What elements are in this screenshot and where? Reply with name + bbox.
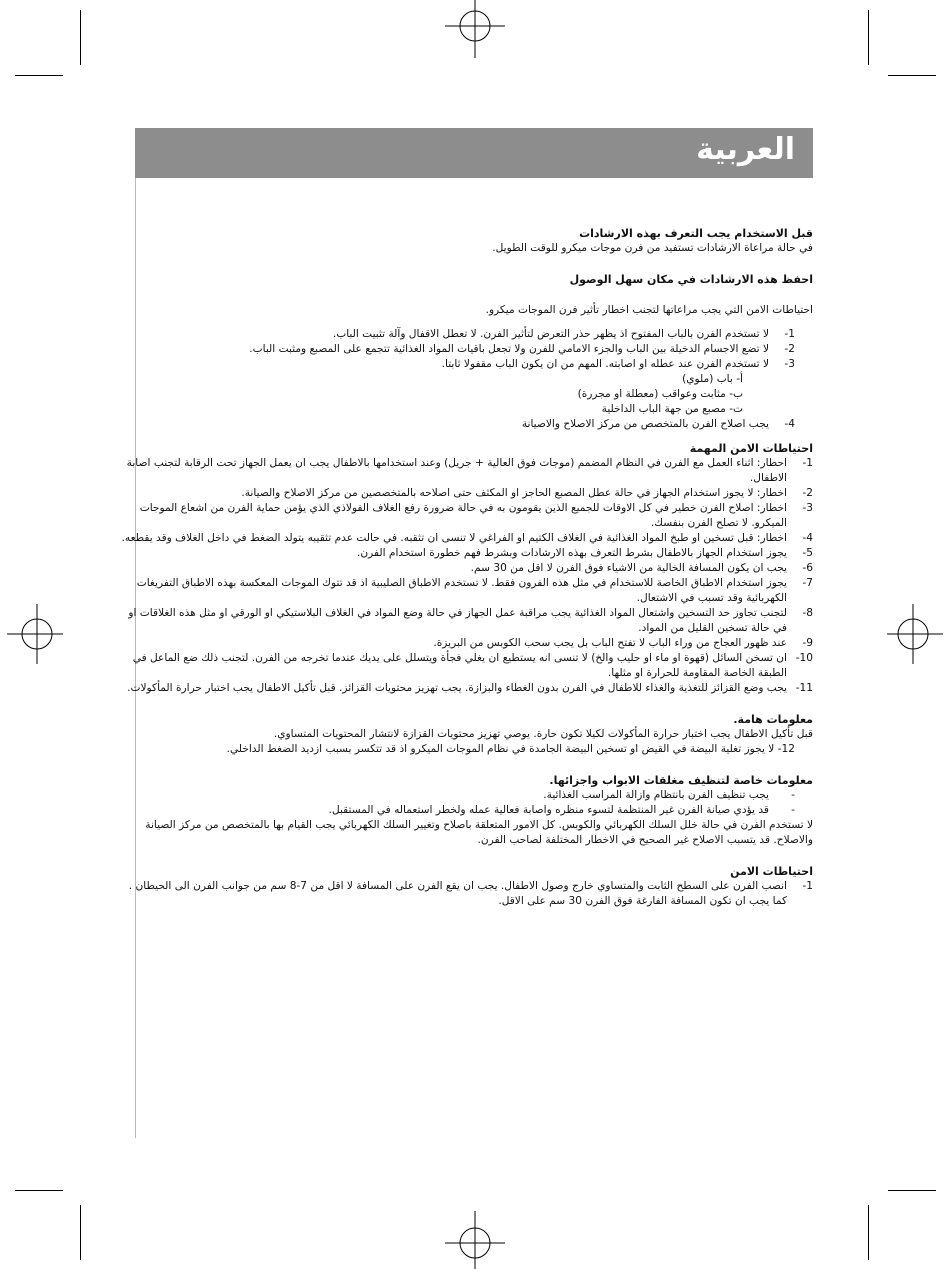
- list-item: 2- اخطار: لا يجوز استخدام الجهاز في حالة عطل المصبع الحاجز او المكثف حتى اصلاحه بالمتخصصين من مركز الاصلاح والصيانة.: [241, 487, 813, 499]
- registration-mark-icon: [445, 0, 505, 60]
- list-item: 4- يجب اصلاح الفرن بالمتخصص من مركز الاصلاح والاصيانة: [521, 418, 795, 430]
- list-item: 1- لا تستخدم الفرن بالباب المفتوح اذ يظهر حذر التعرض لتأثير الفرن. لا تعطل الاقفال وآلة تثبيت الباب.: [332, 328, 795, 340]
- crop-mark: [888, 75, 936, 76]
- list-item: 6- يجب ان يكون المسافة الخالية من الاشياء فوق الفرن لا اقل من 30 سم.: [470, 562, 813, 574]
- list-item: 7- يجوز استخدام الاطباق الخاصة للاستخدام في مثل هذه الفرون فقط. لا تستخدم الاطباق الصليبية اذ قد تتوك الموجات المعكسة بهذه الاطباق التفريغات الكهربائية وقد تسبب في الاشتعال.: [136, 577, 813, 604]
- cleaning-heading: معلومات خاصة لتنظيف مغلقات الابواب واجزائها.: [549, 774, 813, 787]
- list-item: - يجب تنظيف الفرن بانتظام وازالة المراسب الغذائية.: [543, 789, 795, 801]
- registration-mark-icon: [3, 604, 63, 664]
- crop-mark: [15, 75, 63, 76]
- list-item: 8- لتجنب تجاوز حد التسخين واشتعال المواد الغذائية يجب مراقبة عمل الجهاز في حالة وضع المواد في الغلاف البلاستيكي او الورقي او مثل هذه الغلاقات او في حالة تسخين القليل من المواد.: [128, 607, 813, 634]
- crop-mark: [80, 1205, 81, 1260]
- list-item: ت- مصبع من جهة الباب الداخلية: [601, 403, 743, 415]
- safety-heading: احتياطات الامن: [730, 865, 813, 878]
- sub-list: [118, 372, 813, 417]
- keep-heading: احفظ هذه الارشادات في مكان سهل الوصول: [569, 273, 813, 286]
- list-item: 9- عند ظهور العجاج من وراء الباب لا تفتح الباب بل يجب سحب الكوبس من البريزة.: [433, 637, 813, 649]
- list-item: أ- باب (ملوي): [682, 373, 743, 385]
- page-title: العربية: [696, 132, 795, 167]
- crop-mark: [868, 1205, 869, 1260]
- document-body: [118, 226, 813, 909]
- list-item: 3- اخطار: اصلاح الفرن خطير في كل الاوقات للجميع الذين يقومون به في حالة ضرورة رفع الغلاف الفولاذي الذي يؤمن حماية الفرن من اشعاع الموجات الميكرو. لا تصلح الفرن بنفسك.: [139, 502, 813, 529]
- safety-list: [118, 879, 813, 909]
- list-item: 5- يجوز استخدام الجهاز بالاطفال بشرط التعرف بهذه الارشادات وبشرط فهم خطورة استخدام الفرن.: [357, 547, 813, 559]
- list-item: 2- لا تضع الاجسام الدخيلة بين الباب والجزء الامامي للفرن ولا تجعل باقيات المواد الغذائية تتجمع على المصبع ومثبت الباب.: [249, 343, 795, 355]
- general-text: 12- لا يجوز تغلية البيضة في القيض او تسخين البيضة الجامدة في نظام الموجات الميكرو اذ قد تتكسر بسبب ازديد الضغط الداخلي.: [226, 743, 795, 755]
- important-list: [118, 456, 813, 696]
- intro-heading: قبل الاستخدام يجب التعرف بهذه الارشادات: [579, 227, 813, 240]
- precautions-list: [118, 327, 813, 372]
- intro-text: في حالة مراعاة الارشادات تستفيد من فرن موجات ميكرو للوقت الطويل.: [492, 242, 813, 254]
- crop-mark: [80, 10, 81, 65]
- important-heading: احتياطات الامن المهمة: [689, 442, 813, 455]
- crop-mark: [888, 1190, 936, 1191]
- precautions-intro: احتياطات الامن التي يجب مراعاتها لتجنب اخطار تأثير فرن الموجات ميكرو.: [485, 304, 813, 316]
- list-item: ب- مثابت وعواقب (معطلة او مجررة): [577, 388, 743, 400]
- list-item: 11- يجب وضع القزائز للتغذية والغذاء للاطفال في الفرن بدون الغطاء والبزازة. يجب تهزيز محتويات القزائز. قبل تأكيل الاطفال يجب اختبار حرارة المأكولات.: [127, 682, 813, 694]
- list-item: 1- انصب الفرن على السطح الثابت والمتساوي خارج وصول الاطفال. يجب ان يقع الفرن على المسافة لا اقل من 7-8 سم من جوانب الفرن الى الحيطان . كما يجب ان تكون المسافة الفارغة فوق الفرن 30 سم على الاقل.: [128, 880, 813, 907]
- language-header-bar: [135, 128, 813, 178]
- list-item: - قد يؤدي صيانة الفرن غير المنتظمة لتسوء منظره واصابة فعالية عمله ولخطر استعماله في المستقبل.: [328, 804, 795, 816]
- general-text: قبل تأكيل الاطفال يجب اختبار حرارة المأكولات لكيلا تكون حارة. يوصي تهزيز محتويات القزازة لانتشار المحتويات المتساوي.: [273, 728, 813, 740]
- registration-mark-icon: [445, 1209, 505, 1269]
- crop-mark: [15, 1190, 63, 1191]
- cleaning-list: [118, 788, 813, 818]
- list-item: 1- احطار: اثناء العمل مع الفرن في النظام المضمم (موجات فوق العالية + جريل) وعند استخدامها بالاطفال يجب ان يعمل الجهاز تحت الرقابة لتجنب اصابة الاطفال.: [126, 457, 813, 484]
- registration-mark-icon: [887, 604, 947, 664]
- crop-mark: [868, 10, 869, 65]
- general-heading: معلومات هامة.: [733, 713, 813, 726]
- list-item: 4- اخطار: قبل تسخين او طبخ المواد الغذائية في الغلاف الكتيم او الفراغي لا تنسى ان تثقبه. في حالت عدم تثقيبه يتولد الضغط في داخل الغلاف وقد يقطعه.: [121, 532, 813, 544]
- cleaning-text: لا تستخدم الفرن في حالة خلل السلك الكهربائي والكوبس. كل الامور المتعلقة باصلاح وتغيير السلك الكهربائي يجب القيام بها بالمتخصص من مركز الصيانة والاصلاح. قد يتسبب الاصلاح غير الصحيح في الاخطار المختلفة لصاحب الفرن.: [145, 819, 813, 846]
- list-item: 10- ان تسخن السائل (قهوة او ماء او حليب والخ) لا تنسى انه يستطيع ان يغلي فجأة ويتسلل على يديك عندما تخرجه من الفرن. لتجنب ذلك ضع الماعل في الطبقة الخاصة المقاومة للحرارة او مثلها.: [132, 652, 813, 679]
- list-item: 3- لا تستخدم الفرن عند عطله او اصابته. المهم من ان يكون الباب مقفولا ثابتا.: [441, 358, 795, 370]
